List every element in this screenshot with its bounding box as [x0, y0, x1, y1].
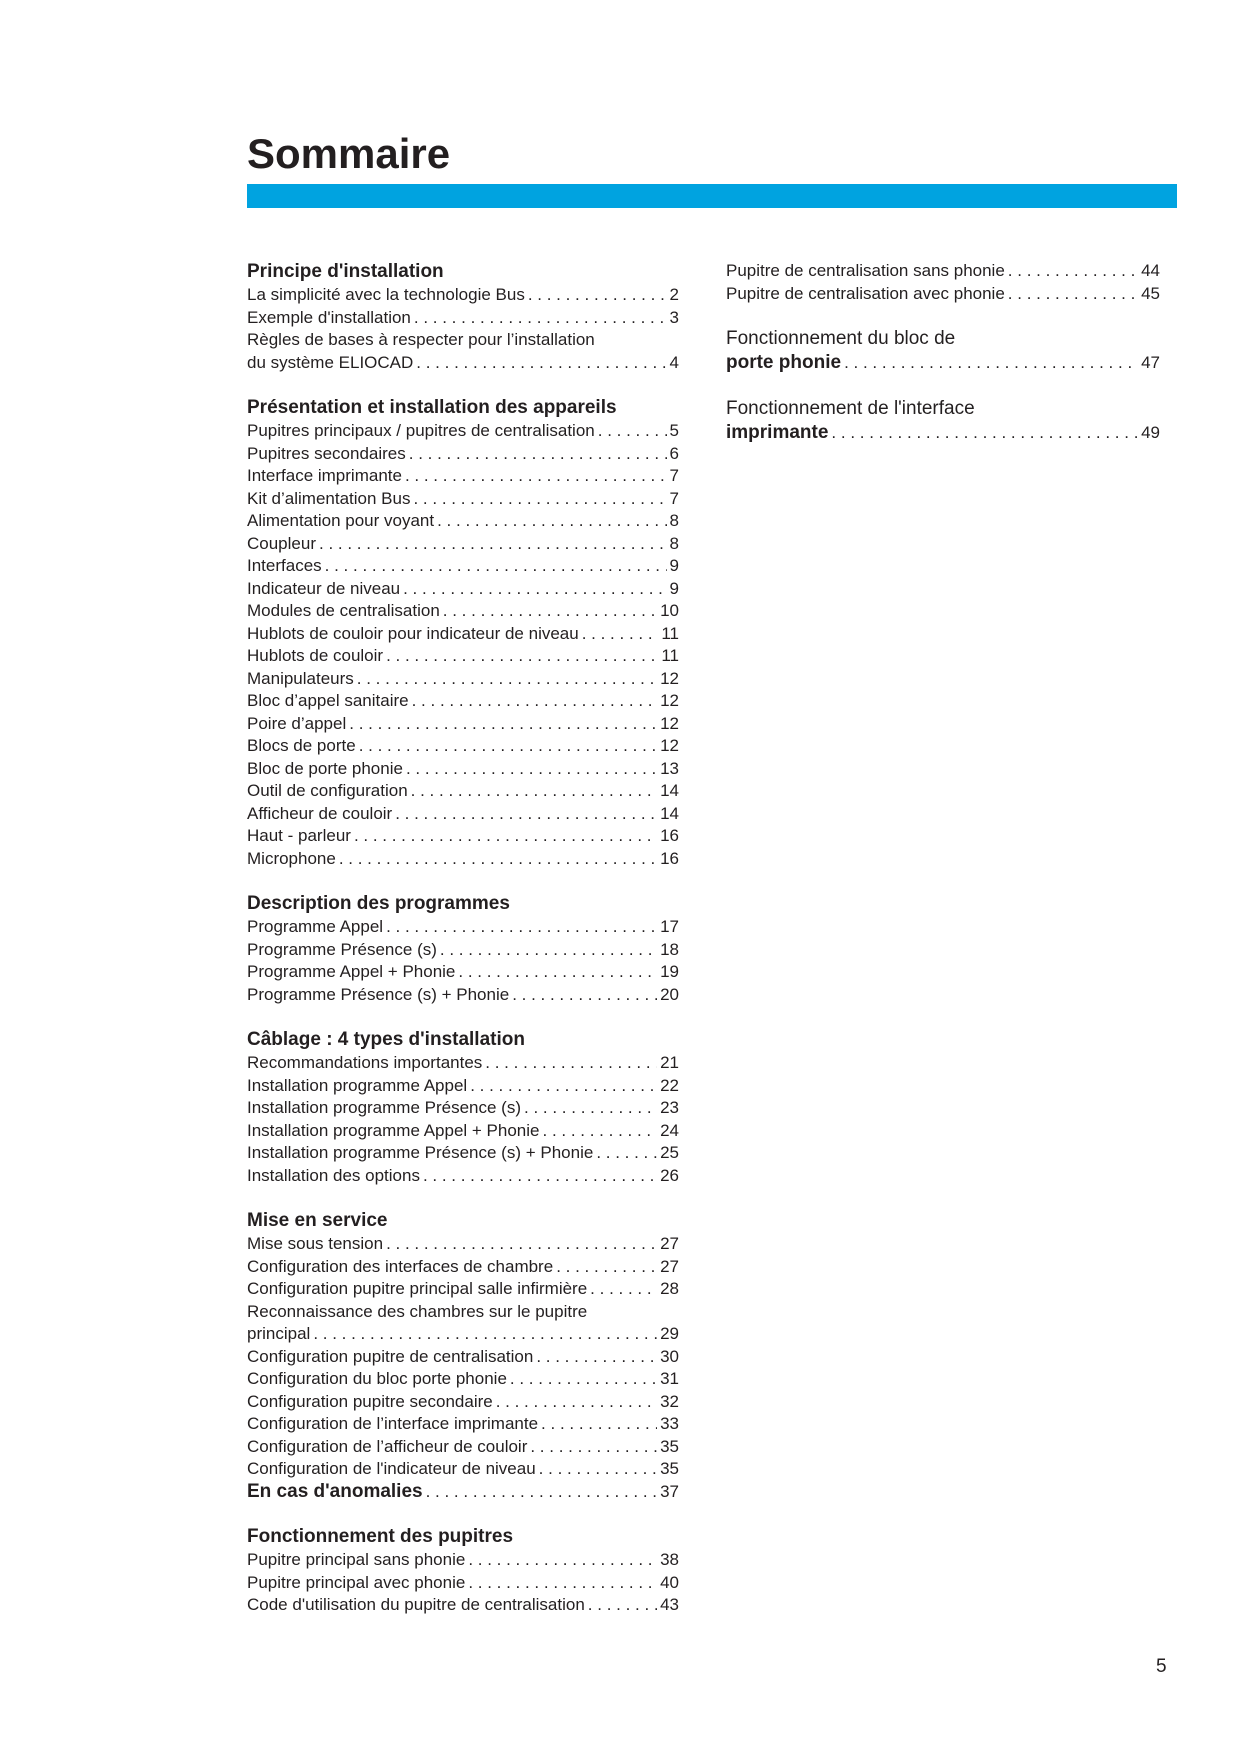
toc-entry-page: 14 — [660, 781, 679, 800]
toc-entry-text: Installation programme Présence (s) + Phonie — [247, 1143, 594, 1162]
toc-entry-text: Programme Appel + Phonie — [247, 962, 456, 981]
dot-leader — [423, 1165, 657, 1188]
toc-entry-text: Modules de centralisation — [247, 601, 440, 620]
toc-entry-text: Hublots de couloir — [247, 646, 384, 665]
toc-entry-page: 47 — [1141, 353, 1160, 372]
toc-entry[interactable] — [726, 260, 1160, 283]
dot-leader — [440, 939, 657, 962]
dot-leader — [582, 623, 659, 646]
dot-leader — [530, 1436, 657, 1459]
dot-leader — [543, 1120, 658, 1143]
toc-entry-text: Microphone — [247, 848, 336, 868]
toc-entry-text: Programme Présence (s) + Phonie — [247, 984, 510, 1004]
toc-entry-page: 5 — [669, 421, 679, 440]
toc-entry[interactable] — [247, 668, 679, 691]
toc-entry-page: 21 — [660, 1053, 679, 1072]
toc-entry[interactable] — [247, 1256, 679, 1279]
toc-entry-text: Installation programme Appel — [247, 1075, 468, 1095]
toc-entry-text: Exemple d'installation — [247, 307, 411, 327]
toc-section-heading[interactable]: Principe d'installation — [247, 261, 444, 282]
toc-section-heading[interactable]: Câblage : 4 types d'installation — [247, 1029, 525, 1050]
dot-leader — [458, 961, 657, 984]
toc-entry-text: Programme Appel — [247, 917, 384, 936]
toc-entry-text: En cas d'anomalies — [247, 1480, 423, 1502]
toc-entry-page: 16 — [660, 848, 679, 868]
toc-entry[interactable] — [247, 1052, 679, 1075]
toc-entry-text: Installation programme Présence (s) — [247, 1098, 522, 1117]
toc-entry[interactable] — [247, 1301, 679, 1346]
toc-entry[interactable] — [247, 713, 679, 736]
dot-leader — [485, 1052, 657, 1075]
toc-entry-text: Installation programme Appel + Phonie — [247, 1120, 540, 1140]
toc-entry-text: Mise sous tension — [247, 1234, 384, 1253]
toc-entry-page: 25 — [660, 1143, 679, 1162]
toc-heading-entry[interactable] — [726, 397, 1160, 445]
toc-entry-text: Pupitre principal sans phonie — [247, 1550, 466, 1569]
dot-leader — [528, 284, 667, 307]
dot-leader — [588, 1594, 657, 1617]
toc-entry-page: 14 — [660, 803, 679, 823]
toc-entry-page: 12 — [660, 736, 679, 755]
toc-entry[interactable] — [247, 1436, 679, 1459]
toc-entry-page: 17 — [660, 917, 679, 936]
toc-entry-text: Configuration des interfaces de chambre — [247, 1256, 554, 1276]
toc-entry-page: 7 — [669, 466, 679, 485]
toc-entry[interactable] — [247, 600, 679, 623]
toc-section — [726, 397, 1160, 445]
toc-entry[interactable] — [247, 803, 679, 826]
toc-entry-page: 38 — [660, 1550, 679, 1569]
toc-entry-text-line: Reconnaissance des chambres sur le pupitre — [247, 1301, 588, 1321]
dot-leader — [319, 533, 667, 556]
toc-entry[interactable] — [247, 1075, 679, 1098]
toc-entry-text: Haut - parleur — [247, 826, 351, 845]
toc-entry[interactable] — [247, 307, 679, 330]
toc-entry-page: 31 — [660, 1369, 679, 1388]
dot-leader — [556, 1256, 657, 1279]
dot-leader — [496, 1391, 657, 1414]
toc-entry[interactable] — [247, 961, 679, 984]
dot-leader — [510, 1368, 657, 1391]
toc-entry-page: 9 — [669, 578, 679, 598]
toc-entry-text: Configuration de l’afficheur de couloir — [247, 1436, 528, 1456]
toc-right-column — [726, 260, 1160, 467]
toc-entry-page: 3 — [669, 307, 679, 327]
toc-section — [247, 892, 679, 1006]
toc-entry-text: Configuration pupitre principal salle infirmière — [247, 1279, 588, 1298]
dot-leader — [386, 645, 658, 668]
toc-entry-text: Hublots de couloir pour indicateur de niveau — [247, 623, 579, 643]
toc-heading-entry[interactable] — [726, 327, 1160, 375]
toc-entry-page: 27 — [660, 1256, 679, 1276]
toc-entry-page: 12 — [660, 691, 679, 710]
dot-leader — [411, 780, 657, 803]
dot-leader — [468, 1549, 657, 1572]
toc-entry-page: 12 — [660, 668, 679, 688]
toc-section-heading[interactable]: Présentation et installation des appareils — [247, 397, 617, 418]
page-number: 5 — [1156, 1656, 1167, 1677]
toc-entry[interactable] — [247, 488, 679, 511]
dot-leader — [386, 1233, 657, 1256]
dot-leader — [596, 1142, 657, 1165]
dot-leader — [590, 1278, 657, 1301]
toc-entry[interactable] — [247, 758, 679, 781]
toc-entry-text: Bloc de porte phonie — [247, 758, 403, 778]
toc-entry-text: Programme Présence (s) — [247, 939, 437, 959]
toc-entry-page: 8 — [669, 511, 679, 530]
toc-entry-text-line: Règles de bases à respecter pour l’installation — [247, 330, 595, 349]
toc-entry[interactable] — [247, 533, 679, 556]
toc-entry-text: Installation des options — [247, 1165, 420, 1185]
toc-entry-text: Kit d’alimentation Bus — [247, 488, 411, 508]
toc-entry-page: 24 — [660, 1120, 679, 1140]
toc-entry[interactable] — [247, 735, 679, 758]
dot-leader — [468, 1572, 657, 1595]
toc-entry[interactable] — [247, 939, 679, 962]
toc-entry[interactable] — [247, 1572, 679, 1595]
dot-leader — [524, 1097, 657, 1120]
dot-leader — [325, 555, 667, 578]
toc-entry-page: 18 — [660, 939, 679, 959]
toc-section-heading[interactable]: Description des programmes — [247, 893, 510, 914]
dot-leader — [536, 1346, 657, 1369]
toc-entry-page: 28 — [660, 1279, 679, 1298]
toc-entry-text: Configuration pupitre de centralisation — [247, 1346, 534, 1366]
toc-entry[interactable] — [247, 443, 679, 466]
toc-entry-text: Coupleur — [247, 533, 316, 553]
toc-section-heading[interactable]: Mise en service — [247, 1210, 388, 1231]
toc-entry-text: Pupitre de centralisation sans phonie — [726, 261, 1005, 280]
toc-entry[interactable] — [247, 1097, 679, 1120]
toc-entry-text: Configuration du bloc porte phonie — [247, 1369, 507, 1388]
dot-leader — [470, 1075, 657, 1098]
toc-entry-text: Code d'utilisation du pupitre de centralisation — [247, 1595, 585, 1614]
dot-leader — [339, 848, 657, 871]
toc-entry[interactable] — [247, 645, 679, 668]
toc-entry[interactable] — [247, 420, 679, 443]
toc-entry-page: 4 — [669, 352, 679, 372]
toc-entry-text: Poire d’appel — [247, 713, 347, 733]
dot-leader — [443, 600, 657, 623]
toc-entry[interactable] — [247, 1233, 679, 1256]
toc-entry[interactable] — [247, 916, 679, 939]
toc-left-column — [247, 260, 679, 1639]
toc-entry-text: imprimante — [726, 422, 829, 443]
toc-section — [726, 327, 1160, 375]
dot-leader — [406, 758, 657, 781]
toc-entry[interactable] — [247, 1142, 679, 1165]
toc-section — [247, 396, 679, 870]
dot-leader — [359, 735, 657, 758]
dot-leader — [539, 1458, 657, 1481]
dot-leader — [412, 690, 657, 713]
toc-entry[interactable] — [247, 1165, 679, 1188]
toc-entry[interactable] — [247, 825, 679, 848]
dot-leader — [416, 352, 666, 375]
toc-entry-text: La simplicité avec la technologie Bus — [247, 285, 525, 304]
toc-entry-page: 43 — [660, 1595, 679, 1614]
toc-entry-text: Pupitres secondaires — [247, 443, 406, 463]
toc-entry-page: 30 — [660, 1346, 679, 1366]
toc-entry-page: 40 — [660, 1572, 679, 1592]
toc-entry[interactable] — [247, 1549, 679, 1572]
toc-entry-page: 29 — [660, 1324, 679, 1343]
toc-section — [247, 260, 679, 374]
toc-entry-page: 7 — [669, 488, 679, 508]
dot-leader — [1008, 260, 1138, 283]
toc-entry-text: Bloc d’appel sanitaire — [247, 691, 409, 710]
toc-entry-text: Pupitre principal avec phonie — [247, 1572, 466, 1592]
toc-entry-text: Configuration de l'indicateur de niveau — [247, 1459, 536, 1478]
dot-leader — [386, 916, 657, 939]
dot-leader — [831, 421, 1138, 445]
toc-entry[interactable] — [247, 1594, 679, 1617]
toc-entry[interactable] — [247, 1346, 679, 1369]
toc-entry-text: Alimentation pour voyant — [247, 511, 435, 530]
toc-entry-text: principal — [247, 1324, 311, 1343]
toc-section — [247, 1209, 679, 1503]
toc-entry-text: Interfaces — [247, 556, 322, 575]
dot-leader — [414, 307, 667, 330]
toc-entry-text: Interface imprimante — [247, 466, 402, 485]
toc-entry-page: 22 — [660, 1075, 679, 1095]
toc-section-heading[interactable]: Fonctionnement des pupitres — [247, 1526, 514, 1547]
toc-entry-page: 9 — [669, 556, 679, 575]
dot-leader — [395, 803, 657, 826]
toc-entry-page: 32 — [660, 1391, 679, 1411]
toc-entry-page: 16 — [660, 826, 679, 845]
toc-entry-page: 11 — [661, 646, 679, 665]
dot-leader — [541, 1413, 657, 1436]
dot-leader — [354, 825, 657, 848]
toc-entry-page: 23 — [660, 1098, 679, 1117]
toc-entry-text: Pupitre de centralisation avec phonie — [726, 283, 1005, 303]
toc-entry-page: 26 — [660, 1165, 679, 1185]
toc-entry-page: 20 — [660, 984, 679, 1004]
toc-entry-text: du système ELIOCAD — [247, 352, 414, 372]
toc-entry-page: 10 — [660, 601, 679, 620]
toc-entry-text-line: Fonctionnement du bloc de — [726, 328, 956, 349]
dot-leader — [413, 488, 666, 511]
toc-entry-text: porte phonie — [726, 352, 842, 373]
toc-entry-page: 8 — [669, 533, 679, 553]
toc-entry[interactable] — [247, 984, 679, 1007]
toc-entry-page: 27 — [660, 1234, 679, 1253]
toc-entry-text: Manipulateurs — [247, 668, 354, 688]
toc-entry-page: 35 — [660, 1436, 679, 1456]
dot-leader — [512, 984, 657, 1007]
toc-entry[interactable] — [247, 623, 679, 646]
toc-entry-text: Blocs de porte — [247, 736, 356, 755]
dot-leader — [409, 443, 667, 466]
dot-leader — [403, 578, 666, 601]
toc-entry-text: Afficheur de couloir — [247, 803, 393, 823]
toc-entry[interactable] — [247, 1368, 679, 1391]
toc-entry[interactable] — [726, 283, 1160, 306]
toc-entry[interactable] — [247, 1413, 679, 1436]
toc-entry[interactable] — [247, 578, 679, 601]
toc-entry-page: 33 — [660, 1414, 679, 1433]
toc-entry-page: 35 — [660, 1459, 679, 1478]
toc-entry[interactable] — [247, 690, 679, 713]
toc-entry[interactable] — [247, 555, 679, 578]
toc-entry-text: Pupitres principaux / pupitres de centralisation — [247, 421, 595, 440]
toc-section — [247, 1028, 679, 1187]
toc-entry-text-line: Fonctionnement de l'interface — [726, 398, 975, 419]
toc-entry[interactable] — [247, 1278, 679, 1301]
toc-entry-page: 19 — [660, 962, 679, 981]
toc-entry-text: Recommandations importantes — [247, 1053, 483, 1072]
toc-entry-page: 45 — [1141, 283, 1160, 303]
toc-entry-page: 6 — [669, 443, 679, 463]
toc-entry[interactable] — [247, 1458, 679, 1481]
dot-leader — [598, 420, 667, 443]
title-accent-bar — [247, 184, 1177, 208]
page-title: Sommaire — [247, 130, 451, 177]
toc-entry[interactable] — [247, 1391, 679, 1414]
toc-entry[interactable] — [247, 465, 679, 488]
dot-leader — [349, 713, 657, 736]
toc-entry-page: 11 — [661, 623, 679, 643]
dot-leader — [426, 1481, 657, 1504]
toc-entry-page: 13 — [660, 758, 679, 778]
dot-leader — [313, 1323, 657, 1346]
toc-entry-text: Outil de configuration — [247, 781, 408, 800]
dot-leader — [437, 510, 666, 533]
toc-entry-page: 44 — [1141, 261, 1160, 280]
toc-entry-page: 12 — [660, 713, 679, 733]
toc-entry-text: Indicateur de niveau — [247, 578, 401, 598]
toc-entry-page: 37 — [660, 1481, 679, 1501]
toc-entry[interactable] — [247, 1120, 679, 1143]
toc-entry[interactable] — [247, 1481, 679, 1504]
dot-leader — [1008, 283, 1138, 306]
toc-section — [247, 1525, 679, 1617]
dot-leader — [357, 668, 657, 691]
toc-entry[interactable] — [247, 848, 679, 871]
toc-entry-text: Configuration de l’interface imprimante — [247, 1414, 539, 1433]
toc-entry[interactable] — [247, 329, 679, 374]
dot-leader — [405, 465, 667, 488]
toc-entry-page: 2 — [669, 285, 679, 304]
toc-entry[interactable] — [247, 780, 679, 803]
toc-entry[interactable] — [247, 510, 679, 533]
dot-leader — [844, 351, 1138, 375]
toc-section — [726, 260, 1160, 305]
toc-entry-text: Configuration pupitre secondaire — [247, 1391, 493, 1411]
toc-entry[interactable] — [247, 284, 679, 307]
toc-entry-page: 49 — [1141, 423, 1160, 442]
